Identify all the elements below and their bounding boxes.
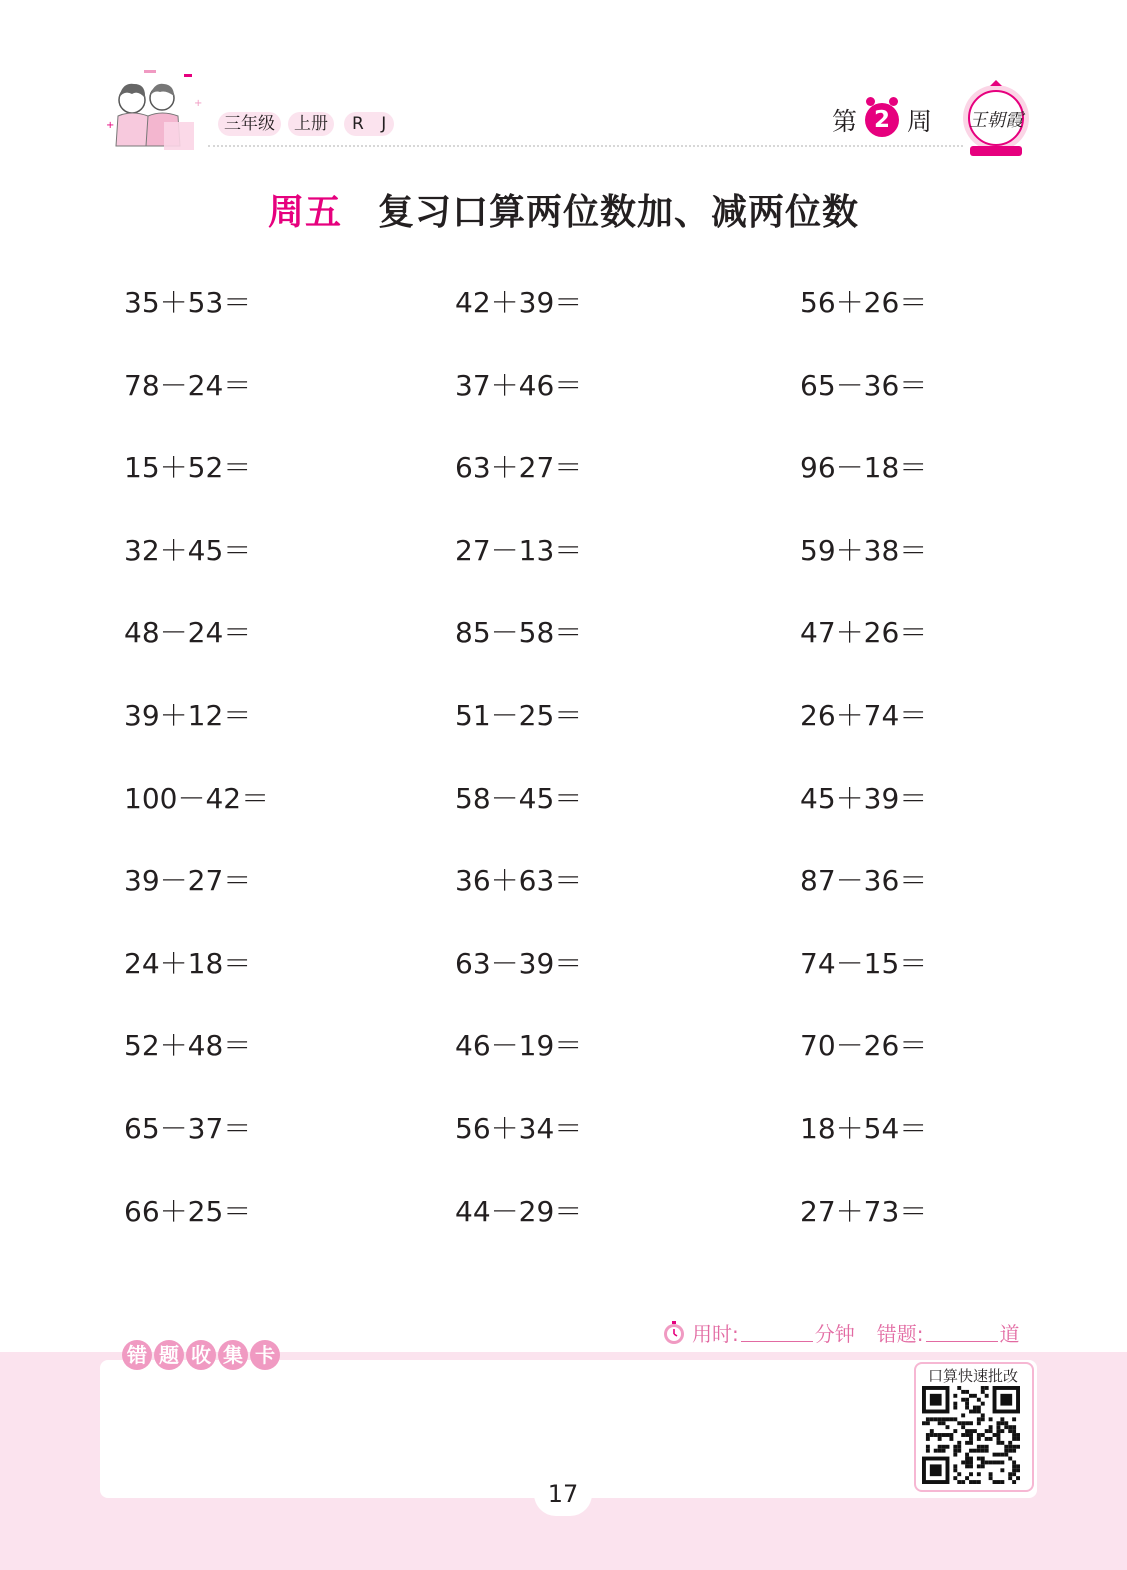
edition-tag: R J bbox=[344, 112, 394, 136]
stopwatch-icon bbox=[662, 1321, 686, 1345]
time-label: 用时: bbox=[692, 1322, 739, 1346]
problem-item: 58－45＝ bbox=[455, 782, 583, 815]
page-number: 17 bbox=[547, 1480, 579, 1508]
volume-tag: 上册 bbox=[288, 112, 334, 136]
problem-item: 48－24＝ bbox=[124, 616, 252, 649]
bell-left-icon bbox=[866, 97, 875, 106]
week-number: 2 bbox=[874, 107, 891, 133]
time-unit: 分钟 bbox=[814, 1322, 855, 1346]
error-card-title bbox=[122, 1340, 280, 1370]
problem-item: 65－37＝ bbox=[124, 1112, 252, 1145]
problem-item: 85－58＝ bbox=[455, 616, 583, 649]
problem-item: 56＋34＝ bbox=[455, 1112, 583, 1145]
problem-item: 45＋39＝ bbox=[800, 782, 928, 815]
problem-item: 42＋39＝ bbox=[455, 286, 583, 319]
problem-item: 87－36＝ bbox=[800, 864, 928, 897]
errors-unit: 道 bbox=[999, 1322, 1020, 1346]
week-indicator bbox=[832, 98, 932, 142]
problem-item: 59＋38＝ bbox=[800, 534, 928, 567]
problem-item: 37＋46＝ bbox=[455, 369, 583, 402]
problem-item: 78－24＝ bbox=[124, 369, 252, 402]
problem-item: 51－25＝ bbox=[455, 699, 583, 732]
problem-item: 65－36＝ bbox=[800, 369, 928, 402]
problem-item: 63＋27＝ bbox=[455, 451, 583, 484]
brand-logo bbox=[960, 80, 1032, 160]
problem-item: 15＋52＝ bbox=[124, 451, 252, 484]
error-card-title-char: 错 bbox=[122, 1340, 152, 1370]
kids-illustration bbox=[104, 70, 208, 156]
title-day: 周五 bbox=[267, 192, 342, 233]
errors-blank[interactable] bbox=[926, 1323, 998, 1342]
svg-text:王朝霞: 王朝霞 bbox=[969, 110, 1023, 131]
title-topic: 复习口算两位数加、减两位数 bbox=[378, 192, 860, 233]
problem-item: 47＋26＝ bbox=[800, 616, 928, 649]
problem-item: 56＋26＝ bbox=[800, 286, 928, 319]
problem-item: 39－27＝ bbox=[124, 864, 252, 897]
problem-item: 39＋12＝ bbox=[124, 699, 252, 732]
grade-tag: 三年级 bbox=[218, 112, 281, 136]
problem-item: 36＋63＝ bbox=[455, 864, 583, 897]
problem-item: 35＋53＝ bbox=[124, 286, 252, 319]
problem-item: 66＋25＝ bbox=[124, 1195, 252, 1228]
problem-item: 44－29＝ bbox=[455, 1195, 583, 1228]
error-card-title-char: 卡 bbox=[250, 1340, 280, 1370]
bell-right-icon bbox=[889, 97, 898, 106]
page-title bbox=[0, 184, 1127, 235]
problem-item: 74－15＝ bbox=[800, 947, 928, 980]
problem-item: 26＋74＝ bbox=[800, 699, 928, 732]
problem-item: 52＋48＝ bbox=[124, 1029, 252, 1062]
problem-item: 46－19＝ bbox=[455, 1029, 583, 1062]
problem-item: 70－26＝ bbox=[800, 1029, 928, 1062]
week-suffix: 周 bbox=[907, 107, 933, 136]
time-blank[interactable] bbox=[741, 1323, 813, 1342]
error-card-title-char: 题 bbox=[154, 1340, 184, 1370]
problem-item: 100－42＝ bbox=[124, 782, 270, 815]
qr-code-icon[interactable] bbox=[922, 1386, 1020, 1484]
problem-item: 27＋73＝ bbox=[800, 1195, 928, 1228]
week-prefix: 第 bbox=[832, 107, 858, 136]
problem-item: 96－18＝ bbox=[800, 451, 928, 484]
svg-text:+: + bbox=[106, 120, 115, 131]
problem-item: 18＋54＝ bbox=[800, 1112, 928, 1145]
svg-text:+: + bbox=[194, 98, 203, 109]
problem-item: 63－39＝ bbox=[455, 947, 583, 980]
header-divider bbox=[208, 145, 963, 147]
problem-item: 24＋18＝ bbox=[124, 947, 252, 980]
error-card-title-char: 集 bbox=[218, 1340, 248, 1370]
problem-item: 27－13＝ bbox=[455, 534, 583, 567]
week-number-badge bbox=[865, 103, 899, 137]
timer-row bbox=[662, 1318, 1020, 1347]
error-card-title-char: 收 bbox=[186, 1340, 216, 1370]
errors-label: 错题: bbox=[876, 1322, 924, 1346]
problem-item: 32＋45＝ bbox=[124, 534, 252, 567]
qr-caption: 口算快速批改 bbox=[927, 1367, 1018, 1385]
